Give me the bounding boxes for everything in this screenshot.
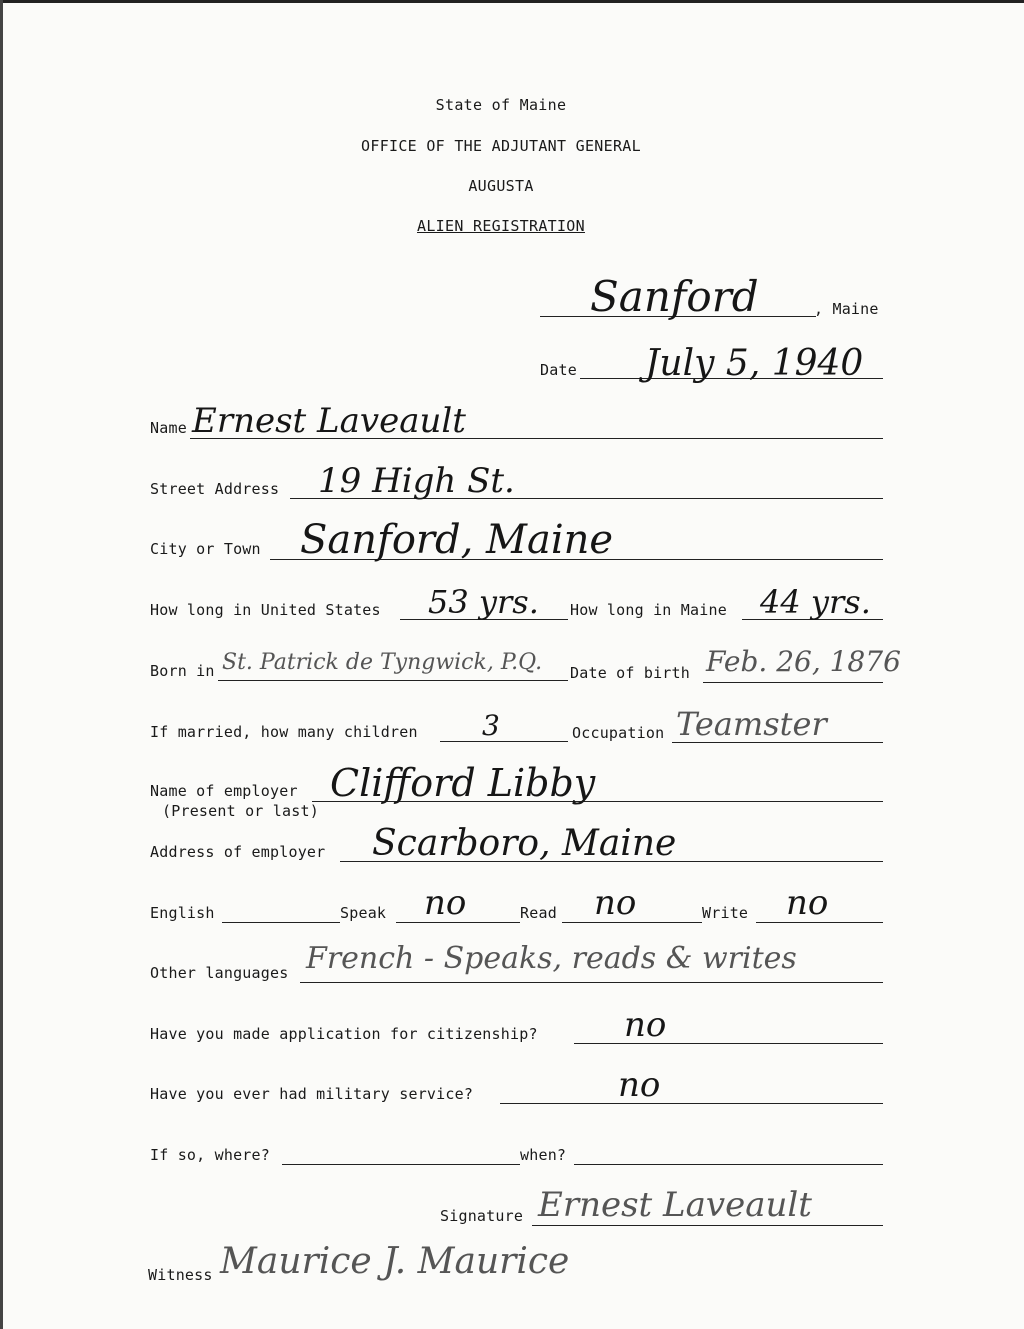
date-of-birth-value: Feb. 26, 1876 — [706, 645, 901, 678]
citizenship-label: Have you made application for citizenship? — [150, 1025, 538, 1043]
date-of-birth-label: Date of birth — [570, 664, 690, 682]
signature-line — [532, 1225, 883, 1226]
years-us-value: 53 yrs. — [428, 583, 539, 621]
date-label: Date — [540, 361, 577, 379]
name-value: Ernest Laveault — [192, 401, 466, 441]
date-value: July 5, 1940 — [645, 343, 864, 384]
signature-label: Signature — [440, 1207, 524, 1225]
write-value: no — [786, 883, 829, 923]
military-line — [500, 1103, 883, 1104]
other-languages-label: Other languages — [150, 964, 289, 982]
signature-value: Ernest Laveault — [538, 1185, 812, 1225]
occupation-value: Teamster — [676, 705, 827, 743]
header-office: OFFICE OF THE ADJUTANT GENERAL — [361, 137, 641, 155]
english-label: English — [150, 904, 215, 922]
citizenship-line — [574, 1043, 883, 1044]
other-languages-line — [300, 982, 883, 983]
military-value: no — [618, 1065, 661, 1105]
children-label: If married, how many children — [150, 723, 418, 741]
employer-label: Name of employer — [150, 782, 298, 800]
street-value: 19 High St. — [318, 461, 515, 501]
city-town-label: City or Town — [150, 540, 261, 558]
city-town-value: Sanford, Maine — [300, 517, 614, 563]
born-in-value: St. Patrick de Tyngwick, P.Q. — [222, 650, 543, 675]
years-us-label: How long in United States — [150, 601, 381, 619]
children-line — [440, 741, 568, 742]
page-left-edge — [0, 0, 3, 1329]
witness-label: Witness — [148, 1266, 213, 1284]
header-city: AUGUSTA — [468, 177, 534, 195]
born-in-label: Born in — [150, 662, 215, 680]
date-of-birth-line — [703, 682, 883, 683]
military-label: Have you ever had military service? — [150, 1085, 474, 1103]
write-label: Write — [702, 904, 749, 922]
name-label: Name — [150, 419, 187, 437]
other-languages-value: French - Speaks, reads & writes — [306, 941, 797, 976]
where-line — [282, 1164, 520, 1165]
english-line — [222, 922, 340, 923]
speak-value: no — [424, 883, 467, 923]
read-label: Read — [520, 904, 557, 922]
years-maine-value: 44 yrs. — [760, 583, 871, 621]
employer-note: (Present or last) — [162, 802, 319, 820]
header-state: State of Maine — [435, 96, 567, 114]
employer-address-value: Scarboro, Maine — [372, 823, 677, 864]
street-label: Street Address — [150, 480, 280, 498]
page-top-edge — [0, 0, 1024, 3]
born-in-line — [218, 680, 568, 681]
years-maine-label: How long in Maine — [570, 601, 727, 619]
when-label: when? — [520, 1146, 567, 1164]
witness-value: Maurice J. Maurice — [220, 1241, 570, 1282]
employer-address-label: Address of employer — [150, 843, 326, 861]
read-value: no — [594, 883, 637, 923]
children-value: 3 — [482, 709, 500, 742]
employer-value: Clifford Libby — [330, 761, 596, 805]
speak-label: Speak — [340, 904, 387, 922]
form-title: ALIEN REGISTRATION — [417, 217, 585, 235]
when-line — [574, 1164, 883, 1165]
town-value: Sanford — [590, 272, 759, 321]
citizenship-value: no — [624, 1005, 667, 1045]
occupation-label: Occupation — [572, 724, 665, 742]
maine-label: , Maine — [814, 300, 879, 318]
where-label: If so, where? — [150, 1146, 270, 1164]
